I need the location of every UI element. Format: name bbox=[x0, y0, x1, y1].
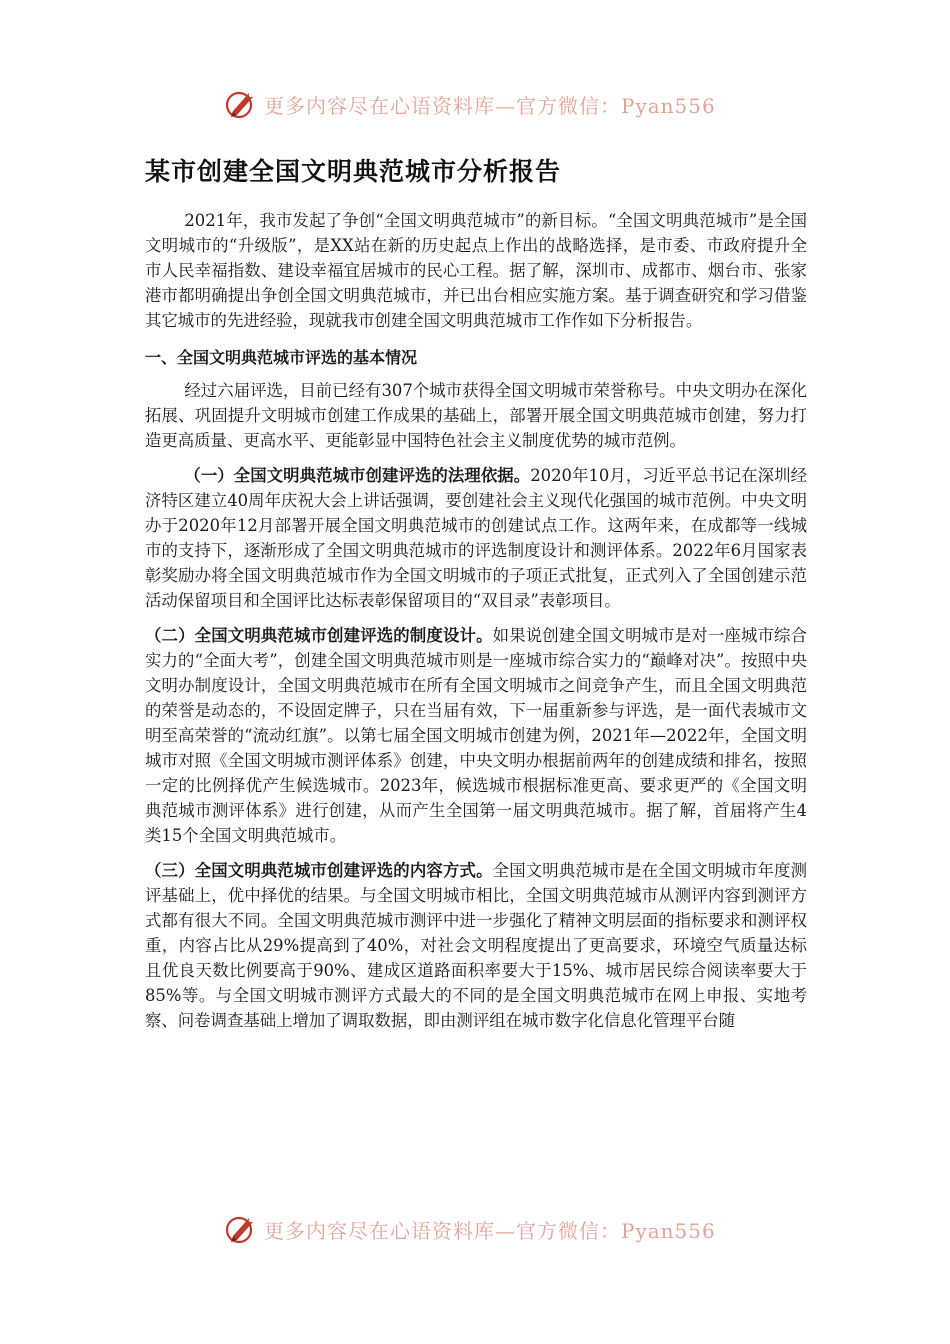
watermark-text: 更多内容尽在心语资料库—官方微信：Pyan556 bbox=[264, 93, 716, 118]
subsection-2-text: 如果说创建全国文明城市是对一座城市综合实力的“全面大考”，创建全国文明典范城市则是一座城市综合实力的“巅峰对决”。按照中央文明办制度设计，全国文明典范城市在所有全国文明城市之间竞争产生，而且全国文明典范的荣誉是动态的，不设固定牌子，只在当届有效，下一届重新参与评选，是一面代表城市文明至高荣誉的“流动红旗”。以第七届全国文明城市创建为例，2021年—2022年，全国文明城市对照《全国文明城市测评体系》创建，中央文明办根据前两年的创建成绩和排名，按照一定的比例择优产生候选城市。2023年，候选城市根据标准更高、要求更严的《全国文明典范城市测评体系》进行创建，从而产生全国第一届文明典范城市。据了解，首届将产生4类15个全国文明典范城市。 bbox=[145, 626, 808, 845]
watermark-banner-top bbox=[224, 84, 744, 124]
section-heading: 一、全国文明典范城市评选的基本情况 bbox=[145, 348, 418, 367]
watermark-text: 更多内容尽在心语资料库—官方微信：Pyan556 bbox=[264, 1218, 716, 1243]
intro-paragraph: 2021年，我市发起了争创“全国文明典范城市”的新目标。“全国文明典范城市”是全国文明城市的“升级版”，是XX站在新的历史起点上作出的战略选择，是市委、市政府提升全市人民幸福指数、建设幸福宜居城市的民心工程。据了解，深圳市、成都市、烟台市、张家港市都明确提出争创全国文明典范城市，并已出台相应实施方案。基于调查研究和学习借鉴其它城市的先进经验，现就我市创建全国文明典范城市工作作如下分析报告。 bbox=[145, 211, 807, 330]
document-body bbox=[145, 208, 807, 1033]
subsection-2 bbox=[145, 623, 807, 848]
pen-logo-icon bbox=[224, 1212, 258, 1246]
pen-logo-icon bbox=[224, 87, 258, 121]
subsection-3 bbox=[145, 858, 807, 1033]
subsection-2-lead: （二）全国文明典范城市创建评选的制度设计。 bbox=[145, 626, 493, 645]
subsection-1-lead: （一）全国文明典范城市创建评选的法理依据。 bbox=[184, 466, 531, 485]
watermark-banner-bottom bbox=[224, 1209, 744, 1249]
document-title: 某市创建全国文明典范城市分析报告 bbox=[145, 157, 562, 186]
subsection-1-text: 2020年10月，习近平总书记在深圳经济特区建立40周年庆祝大会上讲话强调，要创建社会主义现代化强国的城市范例。中央文明办于2020年12月部署开展全国文明典范城市的创建试点工作。这两年来，在成都等一线城市的支持下，逐渐形成了全国文明典范城市的评选制度设计和测评体系。2022年6月国家表彰奖励办将全国文明典范城市作为全国文明城市的子项正式批复，正式列入了全国创建示范活动保留项目和全国评比达标表彰保留项目的“双目录”表彰项目。 bbox=[145, 466, 807, 610]
subsection-1 bbox=[145, 463, 807, 613]
subsection-3-text: 全国文明典范城市是在全国文明城市年度测评基础上，优中择优的结果。与全国文明城市相比，全国文明典范城市从测评内容到测评方式都有很大不同。全国文明典范城市测评中进一步强化了精神文明层面的指标要求和测评权重，内容占比从29%提高到了40%，对社会文明程度提出了更高要求，环境空气质量达标且优良天数比例要高于90%、建成区道路面积率要大于15%、城市居民综合阅读率要大于85%等。与全国文明城市测评方式最大的不同的是全国文明典范城市在网上申报、实地考察、问卷调查基础上增加了调取数据，即由测评组在城市数字化信息化管理平台随 bbox=[145, 861, 808, 1030]
section-paragraph: 经过六届评选，目前已经有307个城市获得全国文明城市荣誉称号。中央文明办在深化拓展、巩固提升文明城市创建工作成果的基础上，部署开展全国文明典范城市创建，努力打造更高质量、更高水平、更能彰显中国特色社会主义制度优势的城市范例。 bbox=[145, 381, 807, 450]
subsection-3-lead: （三）全国文明典范城市创建评选的内容方式。 bbox=[145, 861, 493, 880]
